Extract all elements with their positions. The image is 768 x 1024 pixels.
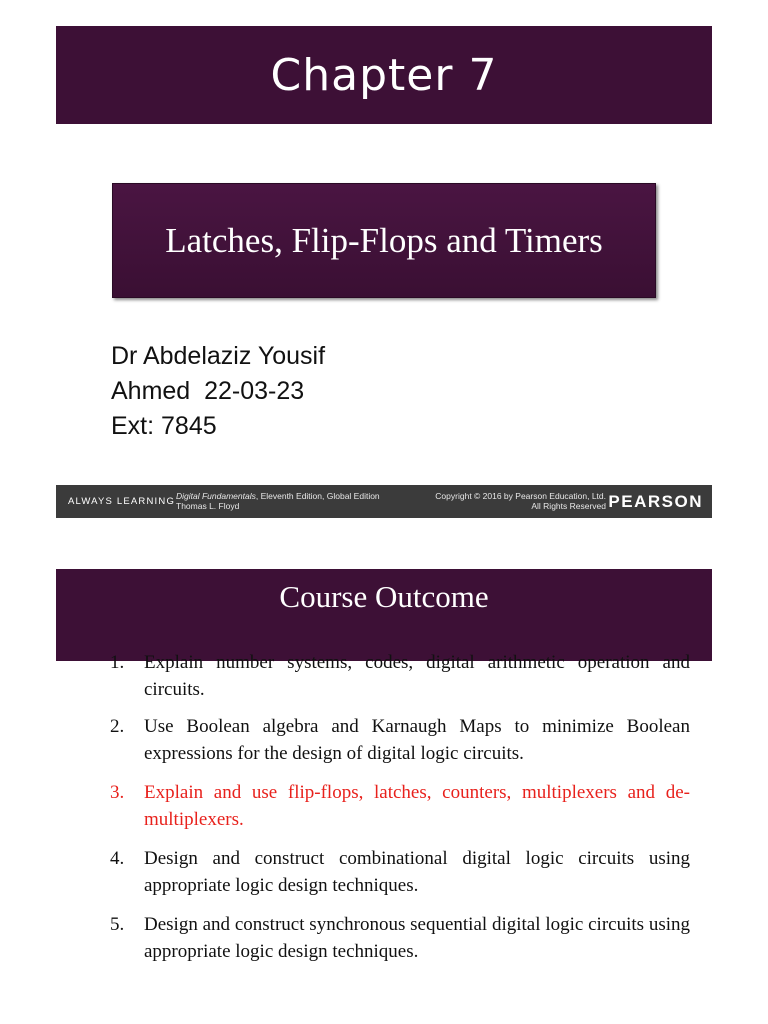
footer-book-author: Thomas L. Floyd bbox=[176, 501, 240, 511]
footer-book-info bbox=[176, 491, 380, 511]
outcome-text: Explain number systems, codes, digital arithmetic operation and circuits. bbox=[144, 652, 690, 700]
subtitle-text: Latches, Flip-Flops and Timers bbox=[165, 220, 603, 260]
footer-brand: ALWAYS LEARNING bbox=[68, 496, 176, 507]
chapter-title: Chapter 7 bbox=[270, 49, 498, 101]
subtitle-box bbox=[112, 183, 656, 298]
course-outcome-banner bbox=[56, 569, 712, 661]
outcome-item bbox=[110, 714, 690, 767]
footer-copyright-line2: All Rights Reserved bbox=[531, 501, 606, 511]
footer-book-edition: , Eleventh Edition, Global Edition bbox=[255, 491, 380, 501]
outcome-number: 3. bbox=[110, 782, 125, 803]
author-ext: Ext: 7845 bbox=[111, 412, 217, 440]
pearson-logo: PEARSON bbox=[608, 492, 703, 511]
course-outcome-title: Course Outcome bbox=[279, 579, 489, 614]
outcome-list bbox=[110, 650, 690, 978]
outcome-text: Design and construct synchronous sequential digital logic circuits using appropriate logic design techniques. bbox=[144, 914, 690, 962]
outcome-text: Use Boolean algebra and Karnaugh Maps to minimize Boolean expressions for the design of digital logic circuits. bbox=[144, 716, 690, 764]
outcome-number: 2. bbox=[110, 716, 125, 737]
outcome-item bbox=[110, 650, 690, 703]
outcome-number: 5. bbox=[110, 914, 125, 935]
author-block bbox=[111, 339, 325, 444]
outcome-text: Explain and use flip-flops, latches, counters, multiplexers and de-multiplexers. bbox=[144, 782, 690, 830]
outcome-text: Design and construct combinational digital logic circuits using appropriate logic design techniques. bbox=[144, 848, 690, 896]
outcome-item bbox=[110, 846, 690, 899]
outcome-number: 4. bbox=[110, 848, 125, 869]
outcome-item-highlighted bbox=[110, 780, 690, 833]
author-name: Dr Abdelaziz Yousif bbox=[111, 342, 326, 370]
footer-copyright bbox=[406, 491, 606, 511]
outcome-item bbox=[110, 912, 690, 965]
footer-copyright-line1: Copyright © 2016 by Pearson Education, Ltd. bbox=[435, 491, 606, 501]
footer-bar bbox=[56, 485, 712, 518]
author-date: Ahmed 22-03-23 bbox=[111, 377, 305, 405]
outcome-number: 1. bbox=[110, 652, 125, 673]
footer-book-title: Digital Fundamentals bbox=[176, 491, 256, 501]
chapter-banner bbox=[56, 26, 712, 124]
